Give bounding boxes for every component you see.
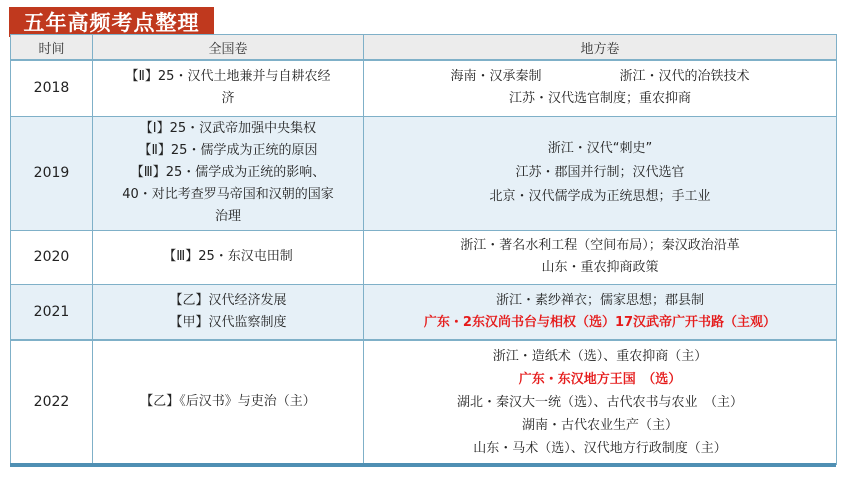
local-line: 山东・马术（选）、汉代地方行政制度（主） [473, 440, 727, 456]
year-cell: 2022 [11, 340, 93, 464]
national-line: 【Ⅲ】25・东汉屯田制 [163, 249, 293, 264]
local-line: 浙江・著名水利工程（空间布局）；秦汉政治沿革 [460, 238, 740, 253]
national-line: 【Ⅰ】25・汉武帝加强中央集权 [139, 121, 317, 136]
table-row-2019 [11, 116, 837, 230]
national-cell [93, 116, 364, 230]
year-cell: 2019 [11, 116, 93, 230]
year-cell: 2021 [11, 284, 93, 340]
national-line: 【Ⅱ】25・儒学成为正统的原因 [138, 143, 318, 158]
local-line: 湖北・秦汉大一统（选）、古代农书与农业 （主） [456, 394, 743, 410]
local-line: 北京・汉代儒学成为正统思想；手工业 [489, 189, 711, 204]
local-cell [364, 340, 837, 464]
table-row-2020 [11, 230, 837, 284]
national-line: 【Ⅱ】25・汉代土地兼并与自耕农经 [125, 69, 331, 85]
local-line: 海南・汉承秦制 浙江・汉代的冶铁技术 [450, 69, 750, 85]
national-line: 【乙】汉代经济发展 [169, 292, 287, 308]
local-cell [364, 60, 837, 116]
national-line: 40・对比考查罗马帝国和汉朝的国家 [122, 187, 334, 202]
table-header-row [11, 35, 837, 61]
local-line: 浙江・造纸术（选）、重农抑商（主） [492, 348, 708, 364]
national-line: 【乙】《后汉书》与吏治（主） [140, 394, 316, 410]
topics-table [10, 34, 837, 465]
national-cell [93, 284, 364, 340]
local-line-highlight: 广东・东汉地方王国 （选） [518, 371, 682, 387]
header-time: 时间 [11, 35, 93, 61]
header-local: 地方卷 [364, 35, 837, 61]
national-cell [93, 230, 364, 284]
local-line: 浙江・汉代“刺史” [547, 141, 653, 156]
table-row-2022 [11, 340, 837, 464]
table-row-2021 [11, 284, 837, 340]
header-national: 全国卷 [93, 35, 364, 61]
bottom-divider [10, 463, 836, 467]
national-line: 【Ⅲ】25・儒学成为正统的影响、 [130, 165, 326, 180]
local-line: 江苏・汉代选官制度；重农抑商 [508, 91, 691, 107]
national-line: 济 [221, 91, 235, 107]
year-cell: 2018 [11, 60, 93, 116]
national-line: 治理 [214, 209, 241, 224]
national-cell [93, 60, 364, 116]
local-cell [364, 284, 837, 340]
national-line: 【甲】汉代监察制度 [169, 314, 287, 330]
year-cell: 2020 [11, 230, 93, 284]
local-line: 浙江・素纱禅衣；儒家思想；郡县制 [495, 292, 704, 308]
local-cell [364, 116, 837, 230]
local-cell [364, 230, 837, 284]
page-title: 五年高频考点整理 [9, 7, 214, 37]
table-row-2018 [11, 60, 837, 116]
local-line: 湖南・古代农业生产（主） [521, 417, 678, 433]
national-cell [93, 340, 364, 464]
local-line-highlight: 广东・2东汉尚书台与相权（选）17汉武帝广开书路（主观） [423, 314, 777, 330]
local-line: 江苏・郡国并行制；汉代选官 [515, 165, 685, 180]
local-line: 山东・重农抑商政策 [541, 260, 659, 275]
